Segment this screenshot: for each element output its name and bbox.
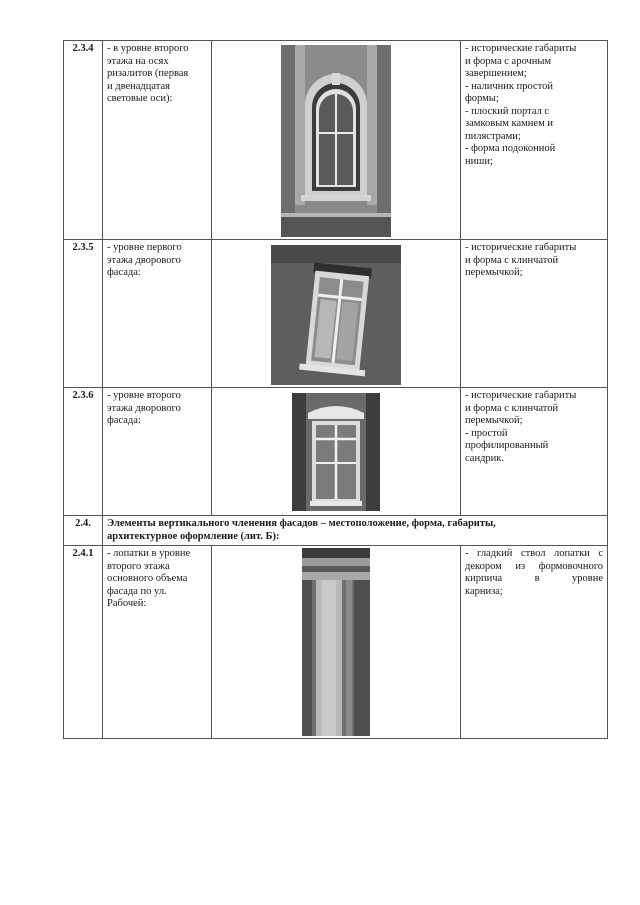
photo-cell bbox=[212, 240, 461, 388]
row-number: 2.3.6 bbox=[64, 388, 103, 516]
table-row bbox=[64, 546, 608, 739]
table-row bbox=[64, 240, 608, 388]
features-text: - исторические габариты и форма с арочным завершением; - наличник простой формы; - плоский портал с замковым камнем и пилястрами; - форма подоконной ниши; bbox=[465, 43, 577, 167]
pilaster-photo bbox=[302, 548, 370, 736]
table-row bbox=[64, 388, 608, 516]
table-row bbox=[64, 41, 608, 240]
features-line: - гладкий ствол лопатки с bbox=[465, 548, 603, 559]
features-line: кирпича в уровне bbox=[465, 573, 603, 584]
features-line: карниза; bbox=[465, 585, 503, 597]
features-line: декором из формовочного bbox=[465, 560, 603, 572]
location-cell bbox=[103, 546, 212, 739]
location-text: - уровне первого этажа дворового фасада: bbox=[107, 242, 182, 278]
section-title bbox=[103, 516, 608, 546]
row-number: 2.3.5 bbox=[64, 240, 103, 388]
location-cell bbox=[103, 388, 212, 516]
photo-cell bbox=[212, 388, 461, 516]
section-row bbox=[64, 516, 608, 546]
facade-elements-table bbox=[63, 40, 608, 739]
location-text: - лопатки в уровне второго этажа основного объема фасада по ул. Рабочей: bbox=[107, 548, 191, 609]
section-title-text: Элементы вертикального членения фасадов – местоположение, форма, габариты, архитектурное оформление (лит. Б): bbox=[107, 518, 496, 542]
location-cell bbox=[103, 240, 212, 388]
photo-cell bbox=[212, 41, 461, 240]
features-cell bbox=[461, 546, 608, 739]
features-text: - исторические габариты и форма с клинчатой перемычкой; - простой профилированный сандрик. bbox=[465, 390, 577, 464]
section-number: 2.4. bbox=[64, 516, 103, 546]
row-number: 2.3.4 bbox=[64, 41, 103, 240]
courtyard-window-first-floor-photo bbox=[271, 245, 401, 385]
location-cell bbox=[103, 41, 212, 240]
location-text: - в уровне второго этажа на осях ризалитов (первая и двенадцатая световые оси): bbox=[107, 43, 189, 104]
features-cell bbox=[461, 240, 608, 388]
features-text: - исторические габариты и форма с клинчатой перемычкой; bbox=[465, 242, 577, 278]
features-cell bbox=[461, 388, 608, 516]
location-text: - уровне второго этажа дворового фасада: bbox=[107, 390, 181, 426]
features-cell bbox=[461, 41, 608, 240]
arched-window-photo bbox=[281, 45, 391, 237]
row-number: 2.4.1 bbox=[64, 546, 103, 739]
photo-cell bbox=[212, 546, 461, 739]
courtyard-window-second-floor-photo bbox=[292, 393, 380, 511]
